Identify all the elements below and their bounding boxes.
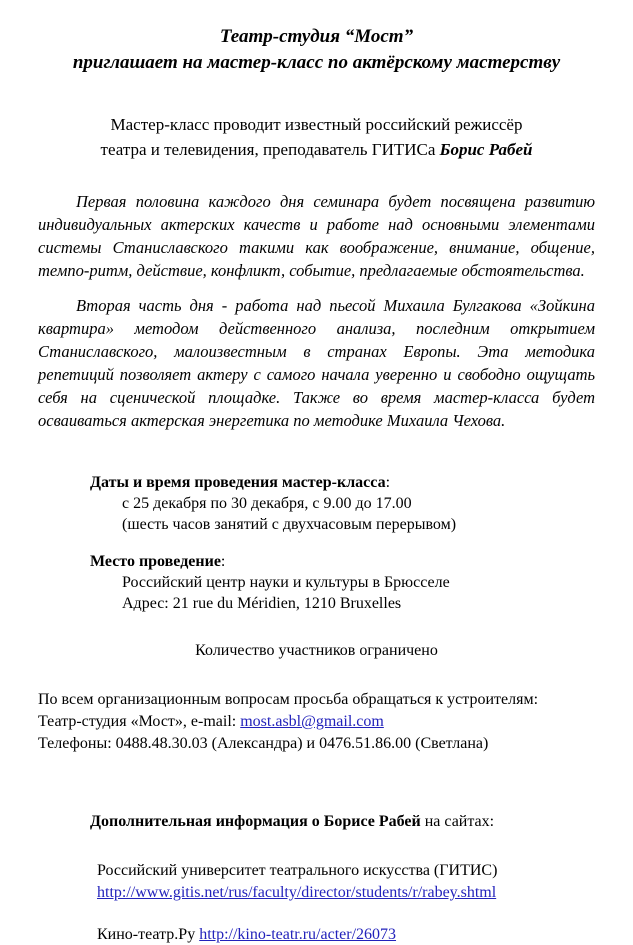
site-gitis-link-line bbox=[97, 882, 595, 904]
site-gitis-name: Российский университет театрального искусства (ГИТИС) bbox=[97, 862, 498, 879]
venue-heading bbox=[90, 551, 595, 572]
contacts-line-1: По всем организационным вопросам просьба обращаться к устроителям: bbox=[38, 691, 539, 708]
email-link[interactable]: most.asbl@gmail.com bbox=[240, 713, 384, 730]
more-info-heading-bold: Дополнительная информация о Борисе Рабей bbox=[90, 813, 421, 830]
venue-heading-colon: : bbox=[220, 553, 226, 570]
more-info-heading bbox=[90, 811, 595, 832]
dates-heading bbox=[90, 472, 595, 493]
contacts-block bbox=[38, 689, 595, 755]
venue-block bbox=[38, 551, 595, 614]
venue-heading-text: Место проведение bbox=[90, 553, 221, 570]
paragraph-morning-program: Первая половина каждого дня семинара будет посвящена развитию индивидуальных актерских качеств и работе над основными элементами системы Станиславского такими как воображение, внимание, общение, темпо-ритм, действие, конфликт, событие, предлагаемые обстоятельства. bbox=[38, 192, 595, 280]
dates-block bbox=[38, 472, 595, 535]
intro-line-2-text: театра и телевидения, преподаватель ГИТИСа bbox=[100, 140, 440, 159]
contacts-line-2-text: Театр-студия «Мост», e-mail: bbox=[38, 713, 241, 730]
paragraph-afternoon-program: Вторая часть дня - работа над пьесой Михаила Булгакова «Зойкина квартира» методом действенного анализа, последним открытием Станиславского, малоизвестным в странах Европы. Эта методика репетиций позволяет актеру с самого начала уверенно и свободно ощущать себя на сценической площадке. Также во время мастер-класса будет осваиваться актерская энергетика по методике Михаила Чехова. bbox=[38, 296, 595, 430]
details-section bbox=[38, 472, 595, 661]
capacity-note: Количество участников ограничено bbox=[195, 642, 438, 659]
dates-line-2: (шесть часов занятий с двухчасовым перерывом) bbox=[122, 516, 457, 533]
dates-line-1: с 25 декабря по 30 декабря, с 9.00 до 17.00 bbox=[122, 495, 412, 512]
lecturer-name: Борис Рабей bbox=[439, 140, 533, 159]
kinoteatr-url-link[interactable]: http://kino-teatr.ru/acter/26073 bbox=[199, 926, 397, 943]
venue-line-1: Российский центр науки и культуры в Брюсселе bbox=[122, 574, 450, 591]
title-line-2: приглашает на мастер-класс по актёрскому мастерству bbox=[72, 52, 561, 73]
intro-block bbox=[38, 112, 595, 162]
intro-line-2 bbox=[38, 137, 595, 162]
more-info-section bbox=[38, 811, 595, 945]
more-info-heading-suffix: на сайтах: bbox=[420, 813, 495, 830]
venue-line-2: Адрес: 21 rue du Méridien, 1210 Bruxelles bbox=[122, 595, 402, 612]
intro-line-1: Мастер-класс проводит известный российский режиссёр bbox=[110, 115, 523, 134]
contacts-line-3: Телефоны: 0488.48.30.03 (Александра) и 0476.51.86.00 (Светлана) bbox=[38, 735, 489, 752]
dates-heading-colon: : bbox=[385, 474, 391, 491]
gitis-url-link[interactable]: http://www.gitis.net/rus/faculty/director/students/r/rabey.shtml bbox=[97, 884, 497, 901]
site-kinoteatr-block bbox=[97, 924, 595, 945]
contacts-line-2 bbox=[38, 711, 595, 733]
title-line-1: Театр-студия “Мост” bbox=[219, 26, 414, 47]
document-title bbox=[38, 24, 595, 76]
dates-heading-text: Даты и время проведения мастер-класса bbox=[90, 474, 386, 491]
site-gitis-block bbox=[97, 860, 595, 904]
site-kinoteatr-name: Кино-театр.Ру bbox=[97, 926, 200, 943]
